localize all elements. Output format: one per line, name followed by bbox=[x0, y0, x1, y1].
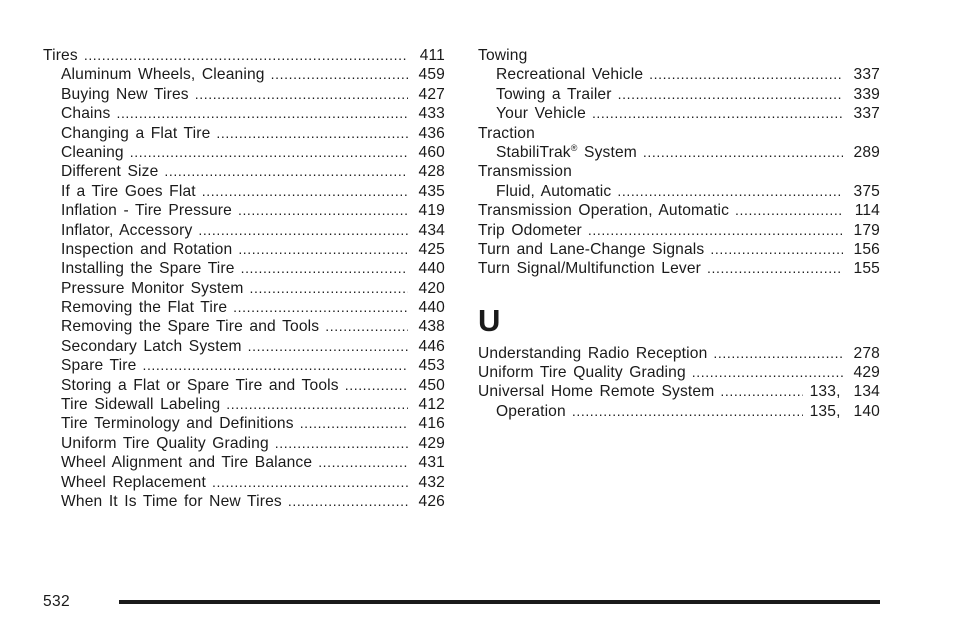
entry-page-number: 432 bbox=[418, 473, 445, 491]
entry-label-text: If a Tire Goes Flat bbox=[61, 182, 196, 200]
entry-label-text: Uniform Tire Quality Grading bbox=[61, 434, 269, 452]
dot-leader bbox=[195, 85, 408, 104]
dot-leader bbox=[588, 221, 843, 240]
entry-label bbox=[61, 298, 227, 317]
entry-label-text: Towing a Trailer bbox=[496, 85, 612, 103]
entry-label bbox=[43, 46, 78, 65]
entry-label-text: Pressure Monitor System bbox=[61, 279, 244, 297]
entry-label-text: Installing the Spare Tire bbox=[61, 260, 235, 278]
entry-label-text: Transmission Operation, Automatic bbox=[478, 202, 730, 220]
index-subentry bbox=[43, 104, 445, 123]
entry-label-text: Inflator, Accessory bbox=[61, 221, 193, 239]
entry-label bbox=[478, 382, 714, 401]
index-entry bbox=[478, 201, 880, 220]
dot-leader bbox=[202, 182, 408, 201]
entry-page-number: 459 bbox=[418, 66, 445, 84]
entry-page-number: 446 bbox=[418, 337, 445, 355]
index-subentry bbox=[43, 317, 445, 336]
entry-label-text: Buying New Tires bbox=[61, 85, 189, 103]
entry-label bbox=[61, 376, 339, 395]
dot-leader bbox=[130, 143, 408, 162]
entry-label bbox=[478, 162, 572, 181]
entry-label-text: Recreational Vehicle bbox=[496, 66, 644, 84]
entry-label bbox=[61, 221, 192, 240]
entry-page-number: 460 bbox=[418, 143, 445, 161]
dot-leader bbox=[735, 201, 843, 220]
dot-leader bbox=[572, 402, 803, 421]
dot-leader bbox=[325, 317, 408, 336]
entry-label bbox=[61, 240, 232, 259]
entry-label-text: Operation bbox=[496, 402, 566, 420]
index-subentry bbox=[478, 65, 880, 84]
entry-page-number: 416 bbox=[418, 415, 445, 433]
entry-label-text: Wheel Replacement bbox=[61, 473, 206, 491]
entry-page-number: 428 bbox=[418, 163, 445, 181]
index-subentry bbox=[43, 124, 445, 143]
dot-leader bbox=[720, 382, 802, 401]
entry-page-number: 179 bbox=[853, 221, 880, 239]
entry-label bbox=[478, 124, 535, 143]
dot-leader bbox=[288, 492, 408, 511]
index-subentry bbox=[43, 337, 445, 356]
entry-label bbox=[496, 402, 566, 421]
footer-rule bbox=[119, 600, 880, 604]
entry-label bbox=[61, 473, 206, 492]
entry-page-number: 114 bbox=[854, 202, 880, 220]
entry-label bbox=[61, 492, 282, 511]
entry-label bbox=[61, 65, 265, 84]
page-number: 532 bbox=[43, 593, 70, 610]
entry-page-number: 425 bbox=[418, 240, 445, 258]
entry-label bbox=[61, 143, 124, 162]
index-entry bbox=[478, 124, 880, 143]
dot-leader bbox=[226, 395, 408, 414]
entry-label-text: Cleaning bbox=[61, 143, 124, 161]
entry-label bbox=[61, 337, 242, 356]
dot-leader bbox=[142, 356, 408, 375]
index-subentry bbox=[43, 492, 445, 511]
entry-label-text: Inspection and Rotation bbox=[61, 240, 233, 258]
index-subentry bbox=[43, 473, 445, 492]
index-entry bbox=[478, 344, 880, 363]
entry-label-text: Wheel Alignment and Tire Balance bbox=[61, 454, 313, 472]
index-subentry bbox=[43, 414, 445, 433]
entry-page-number: 375 bbox=[853, 182, 880, 200]
entry-label bbox=[61, 434, 269, 453]
index-subentry bbox=[478, 104, 880, 123]
entry-page-number: 135, 140 bbox=[809, 402, 880, 420]
index-entry bbox=[478, 46, 880, 65]
index-entry bbox=[478, 162, 880, 181]
entry-page-number: 429 bbox=[418, 434, 445, 452]
entry-label bbox=[61, 356, 136, 375]
dot-leader bbox=[692, 363, 843, 382]
entry-page-number: 419 bbox=[418, 202, 445, 220]
dot-leader bbox=[198, 221, 408, 240]
entry-page-number: 412 bbox=[418, 396, 445, 414]
entry-label bbox=[478, 259, 701, 278]
entry-label-text: Turn Signal/Multifunction Lever bbox=[478, 260, 702, 278]
dot-leader bbox=[643, 143, 843, 162]
entry-label-text: Tires bbox=[43, 47, 78, 64]
entry-label-text: Chains bbox=[61, 105, 111, 123]
index-entry bbox=[478, 221, 880, 240]
entry-label-text: Spare Tire bbox=[61, 357, 137, 375]
entry-label-text: Trip Odometer bbox=[478, 221, 582, 239]
dot-leader bbox=[617, 182, 843, 201]
entry-page-number: 438 bbox=[418, 318, 445, 336]
entry-page-number: 435 bbox=[418, 182, 445, 200]
entry-label bbox=[61, 259, 235, 278]
entry-label-text: Different Size bbox=[61, 163, 159, 181]
entry-label-text: Your Vehicle bbox=[496, 105, 586, 123]
entry-page-number: 440 bbox=[418, 260, 445, 278]
entry-label bbox=[496, 65, 643, 84]
entry-label bbox=[61, 279, 244, 298]
index-subentry bbox=[43, 356, 445, 375]
dot-leader bbox=[271, 65, 408, 84]
dot-leader bbox=[233, 298, 408, 317]
index-entry bbox=[43, 46, 445, 65]
entry-label bbox=[478, 240, 704, 259]
index-subentry bbox=[478, 143, 880, 162]
dot-leader bbox=[212, 473, 408, 492]
index-subentry bbox=[43, 453, 445, 472]
entry-label-suffix: System bbox=[577, 143, 637, 161]
entry-label bbox=[478, 344, 707, 363]
index-subentry bbox=[43, 65, 445, 84]
entry-label-text: Towing bbox=[478, 47, 528, 64]
entry-label-text: Tire Terminology and Definitions bbox=[61, 415, 294, 433]
entry-label bbox=[496, 182, 611, 201]
entry-label bbox=[61, 124, 210, 143]
dot-leader bbox=[116, 104, 408, 123]
index-subentry bbox=[478, 402, 880, 421]
dot-leader bbox=[710, 240, 843, 259]
entry-page-number: 156 bbox=[853, 240, 880, 258]
entry-label bbox=[478, 221, 582, 240]
entry-label-text: Removing the Flat Tire bbox=[61, 299, 228, 317]
entry-page-number: 337 bbox=[853, 105, 880, 123]
index-subentry bbox=[43, 376, 445, 395]
index-entry bbox=[478, 382, 880, 401]
dot-leader bbox=[300, 414, 408, 433]
registered-mark: ® bbox=[570, 142, 578, 153]
dot-leader bbox=[241, 259, 408, 278]
index-column-left bbox=[43, 46, 445, 511]
dot-leader bbox=[592, 104, 843, 123]
index-subentry bbox=[43, 182, 445, 201]
dot-leader bbox=[248, 337, 408, 356]
entry-label bbox=[61, 317, 319, 336]
entry-label-text: Transmission bbox=[478, 163, 572, 181]
entry-label-text: Uniform Tire Quality Grading bbox=[478, 364, 686, 382]
entry-label-text: Universal Home Remote System bbox=[478, 383, 715, 401]
dot-leader bbox=[238, 201, 408, 220]
entry-page-number: 434 bbox=[418, 221, 445, 239]
entry-page-number: 453 bbox=[418, 357, 445, 375]
dot-leader bbox=[84, 46, 408, 65]
entry-label bbox=[61, 104, 110, 123]
dot-leader bbox=[216, 124, 408, 143]
index-subentry bbox=[43, 240, 445, 259]
entry-page-number: 289 bbox=[853, 143, 880, 161]
entry-label bbox=[61, 395, 220, 414]
index-subentry bbox=[43, 162, 445, 181]
index-subentry bbox=[478, 85, 880, 104]
index-group-t bbox=[478, 46, 880, 279]
entry-label bbox=[61, 201, 232, 220]
index-subentry bbox=[43, 259, 445, 278]
entry-label-text: Tire Sidewall Labeling bbox=[61, 396, 221, 414]
entry-page-number: 133, 134 bbox=[809, 383, 880, 401]
entry-page-number: 339 bbox=[853, 85, 880, 103]
index-subentry bbox=[43, 279, 445, 298]
index-column-right bbox=[478, 46, 880, 421]
entry-label-text: Aluminum Wheels, Cleaning bbox=[61, 66, 265, 84]
entry-label-text: Storing a Flat or Spare Tire and Tools bbox=[61, 376, 339, 394]
index-group-u bbox=[478, 344, 880, 422]
entry-page-number: 155 bbox=[853, 260, 880, 278]
entry-page-number: 337 bbox=[853, 66, 880, 84]
entry-label bbox=[496, 85, 612, 104]
dot-leader bbox=[275, 434, 408, 453]
index-subentry bbox=[43, 221, 445, 240]
entry-label-text: Turn and Lane-Change Signals bbox=[478, 240, 705, 258]
entry-page-number: 429 bbox=[853, 364, 880, 382]
entry-page-number: 450 bbox=[418, 376, 445, 394]
entry-label-text: Fluid, Automatic bbox=[496, 182, 612, 200]
entry-label-text: StabiliTrak bbox=[496, 143, 571, 161]
dot-leader bbox=[713, 344, 843, 363]
dot-leader bbox=[649, 65, 843, 84]
entry-label-text: Removing the Spare Tire and Tools bbox=[61, 318, 320, 336]
entry-page-number: 278 bbox=[853, 344, 880, 362]
dot-leader bbox=[707, 259, 843, 278]
entry-label-text: When It Is Time for New Tires bbox=[61, 492, 282, 510]
index-subentry bbox=[478, 182, 880, 201]
index-entry bbox=[478, 259, 880, 278]
entry-label bbox=[61, 182, 196, 201]
entry-label bbox=[478, 201, 729, 220]
entry-label bbox=[496, 143, 637, 162]
index-subentry bbox=[43, 434, 445, 453]
entry-label bbox=[61, 414, 294, 433]
entry-label bbox=[496, 104, 586, 123]
entry-label bbox=[478, 363, 686, 382]
entry-label bbox=[61, 162, 158, 181]
dot-leader bbox=[345, 376, 408, 395]
index-subentry bbox=[43, 395, 445, 414]
entry-page-number: 420 bbox=[418, 279, 445, 297]
entry-page-number: 411 bbox=[419, 47, 445, 64]
entry-label-text: Understanding Radio Reception bbox=[478, 344, 708, 362]
index-subentry bbox=[43, 85, 445, 104]
entry-label bbox=[478, 46, 527, 65]
dot-leader bbox=[250, 279, 409, 298]
index-subentry bbox=[43, 143, 445, 162]
entry-page-number: 433 bbox=[418, 105, 445, 123]
index-subentry bbox=[43, 298, 445, 317]
entry-label bbox=[61, 85, 189, 104]
index-entry bbox=[478, 240, 880, 259]
entry-label-text: Inflation - Tire Pressure bbox=[61, 202, 232, 220]
dot-leader bbox=[164, 162, 408, 181]
dot-leader bbox=[238, 240, 408, 259]
index-entry bbox=[478, 363, 880, 382]
entry-label-text: Traction bbox=[478, 124, 535, 142]
entry-page-number: 431 bbox=[418, 454, 445, 472]
entry-label-text: Changing a Flat Tire bbox=[61, 124, 211, 142]
section-letter-heading: U bbox=[478, 302, 501, 338]
entry-page-number: 426 bbox=[418, 492, 445, 510]
entry-label bbox=[61, 453, 312, 472]
entry-label-text: Secondary Latch System bbox=[61, 337, 242, 355]
dot-leader bbox=[618, 85, 843, 104]
dot-leader bbox=[318, 453, 408, 472]
index-subentry bbox=[43, 201, 445, 220]
entry-page-number: 436 bbox=[418, 124, 445, 142]
entry-page-number: 427 bbox=[418, 85, 445, 103]
entry-page-number: 440 bbox=[418, 299, 445, 317]
